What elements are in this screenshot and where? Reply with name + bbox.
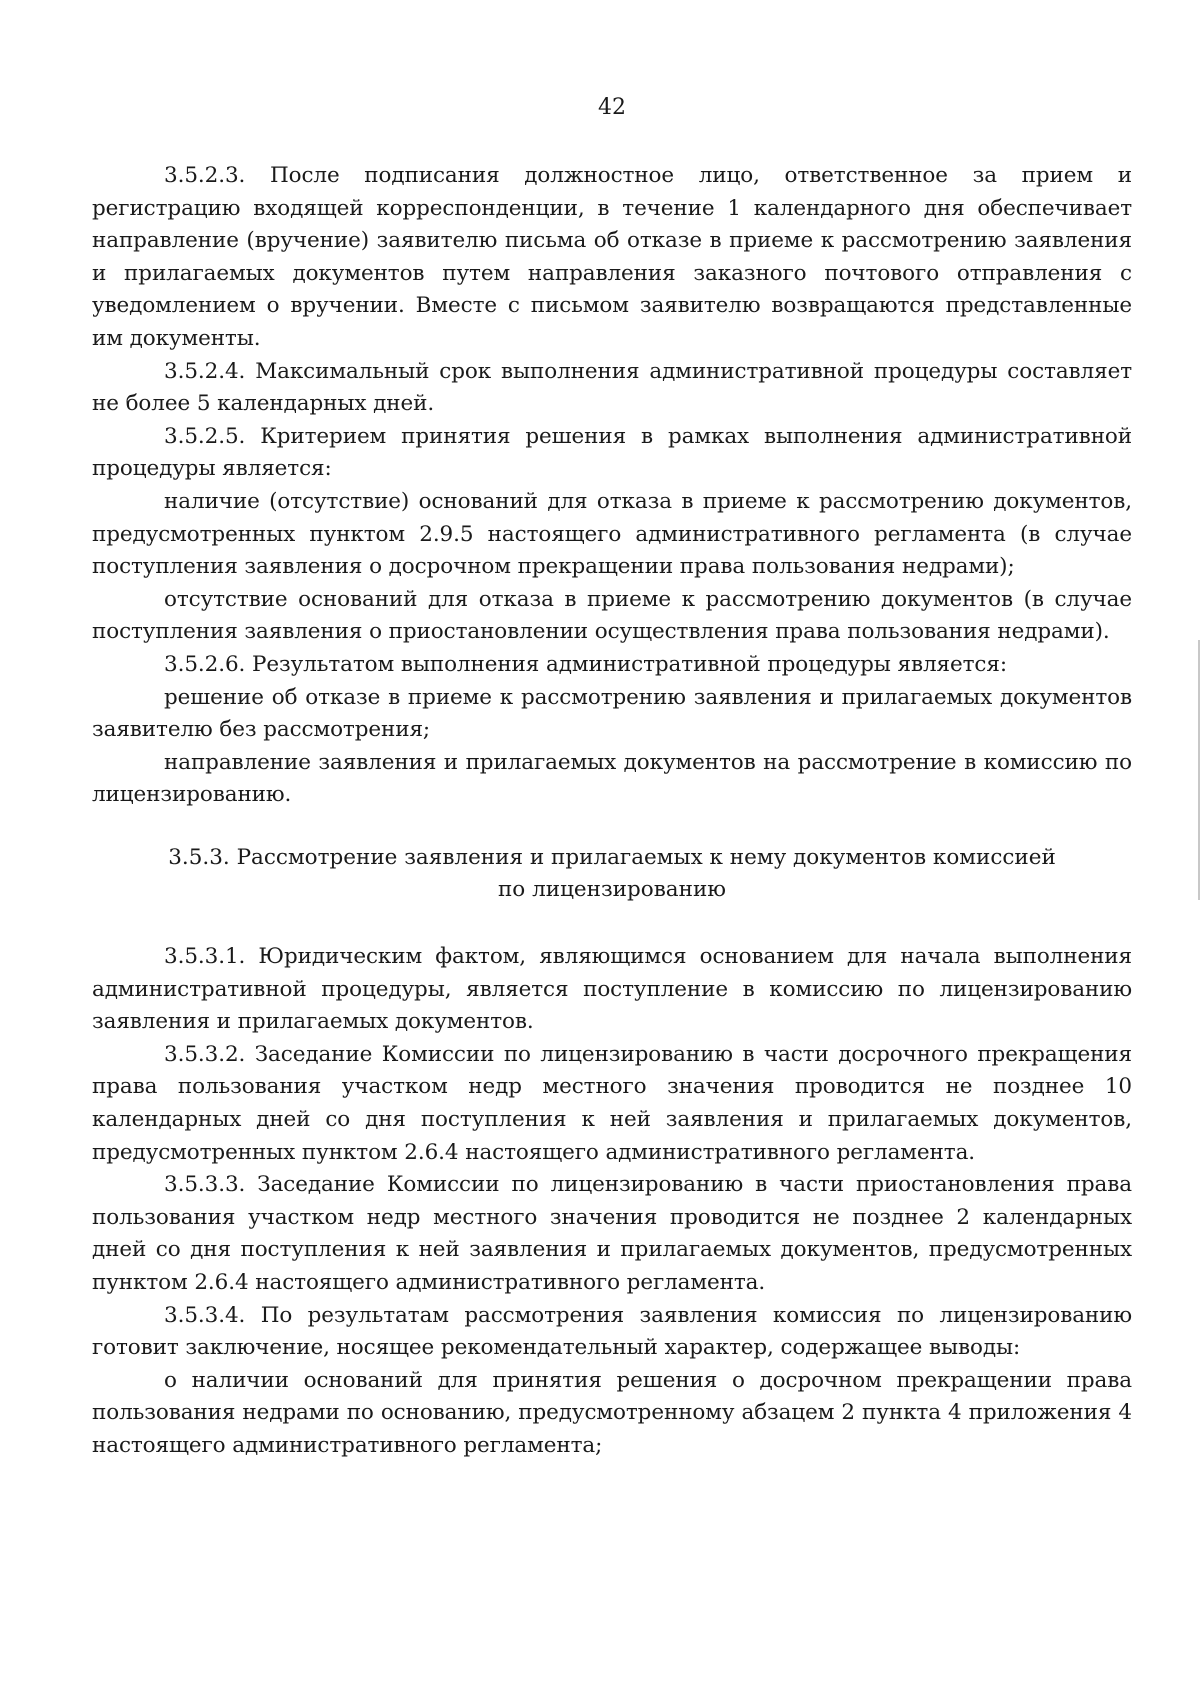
paragraph-conclusion-1: о наличии оснований для принятия решения о досрочном прекращении права пользования недрами по основанию, предусмотренному абзацем 2 пункта 4 приложения 4 настоящего административного регламента;	[92, 1367, 1132, 1458]
page-number: 42	[598, 95, 626, 120]
paragraph-3-5-3-4: 3.5.3.4. По результатам рассмотрения заявления комиссия по лицензированию готовит заключение, носящее рекомендательный характер, содержащее выводы:	[92, 1302, 1132, 1361]
section-heading-3-5-3	[132, 842, 1092, 907]
paragraph-criterion-1: наличие (отсутствие) оснований для отказа в приеме к рассмотрению документов, предусмотренных пунктом 2.9.5 настоящего административного регламента (в случае поступления заявления о досрочном прекращении права пользования недрами);	[92, 488, 1132, 580]
document-page	[92, 92, 1132, 1463]
paragraph-result-1: решение об отказе в приеме к рассмотрению заявления и прилагаемых документов заявителю без рассмотрения;	[92, 684, 1132, 743]
paragraph-criterion-2: отсутствие оснований для отказа в приеме к рассмотрению документов (в случае поступления заявления о приостановлении осуществления права пользования недрами).	[92, 586, 1132, 645]
paragraph-3-5-2-4: 3.5.2.4. Максимальный срок выполнения административной процедуры составляет не более 5 календарных дней.	[92, 358, 1132, 417]
section-heading-line-2: по лицензированию	[497, 877, 727, 903]
paragraph-3-5-2-5: 3.5.2.5. Критерием принятия решения в рамках выполнения административной процедуры является:	[92, 423, 1132, 482]
paragraph-3-5-2-3: 3.5.2.3. После подписания должностное лицо, ответственное за прием и регистрацию входящей корреспонденции, в течение 1 календарного дня обеспечивает направление (вручение) заявителю письма об отказе в приеме к рассмотрению заявления и прилагаемых документов путем направления заказного почтового отправления с уведомлением о вручении. Вместе с письмом заявителю возвращаются представленные им документы.	[92, 163, 1132, 351]
section-heading-line-1: 3.5.3. Рассмотрение заявления и прилагаемых к нему документов комиссией	[168, 844, 1056, 870]
paragraph-3-5-3-3: 3.5.3.3. Заседание Комиссии по лицензированию в части приостановления права пользования участком недр местного значения проводится не позднее 2 календарных дней со дня поступления к ней заявления и прилагаемых документов, предусмотренных пунктом 2.6.4 настоящего административного регламента.	[92, 1172, 1132, 1295]
paragraph-result-2: направление заявления и прилагаемых документов на рассмотрение в комиссию по лицензированию.	[92, 749, 1132, 808]
paragraph-3-5-3-1: 3.5.3.1. Юридическим фактом, являющимся основанием для начала выполнения административной процедуры, является поступление в комиссию по лицензированию заявления и прилагаемых документов.	[92, 944, 1132, 1035]
paragraph-3-5-3-2: 3.5.3.2. Заседание Комиссии по лицензированию в части досрочного прекращения права пользования участком недр местного значения проводится не позднее 10 календарных дней со дня поступления к ней заявления и прилагаемых документов, предусмотренных пунктом 2.6.4 настоящего административного регламента.	[92, 1041, 1132, 1165]
paragraph-3-5-2-6: 3.5.2.6. Результатом выполнения административной процедуры является:	[164, 651, 1007, 677]
